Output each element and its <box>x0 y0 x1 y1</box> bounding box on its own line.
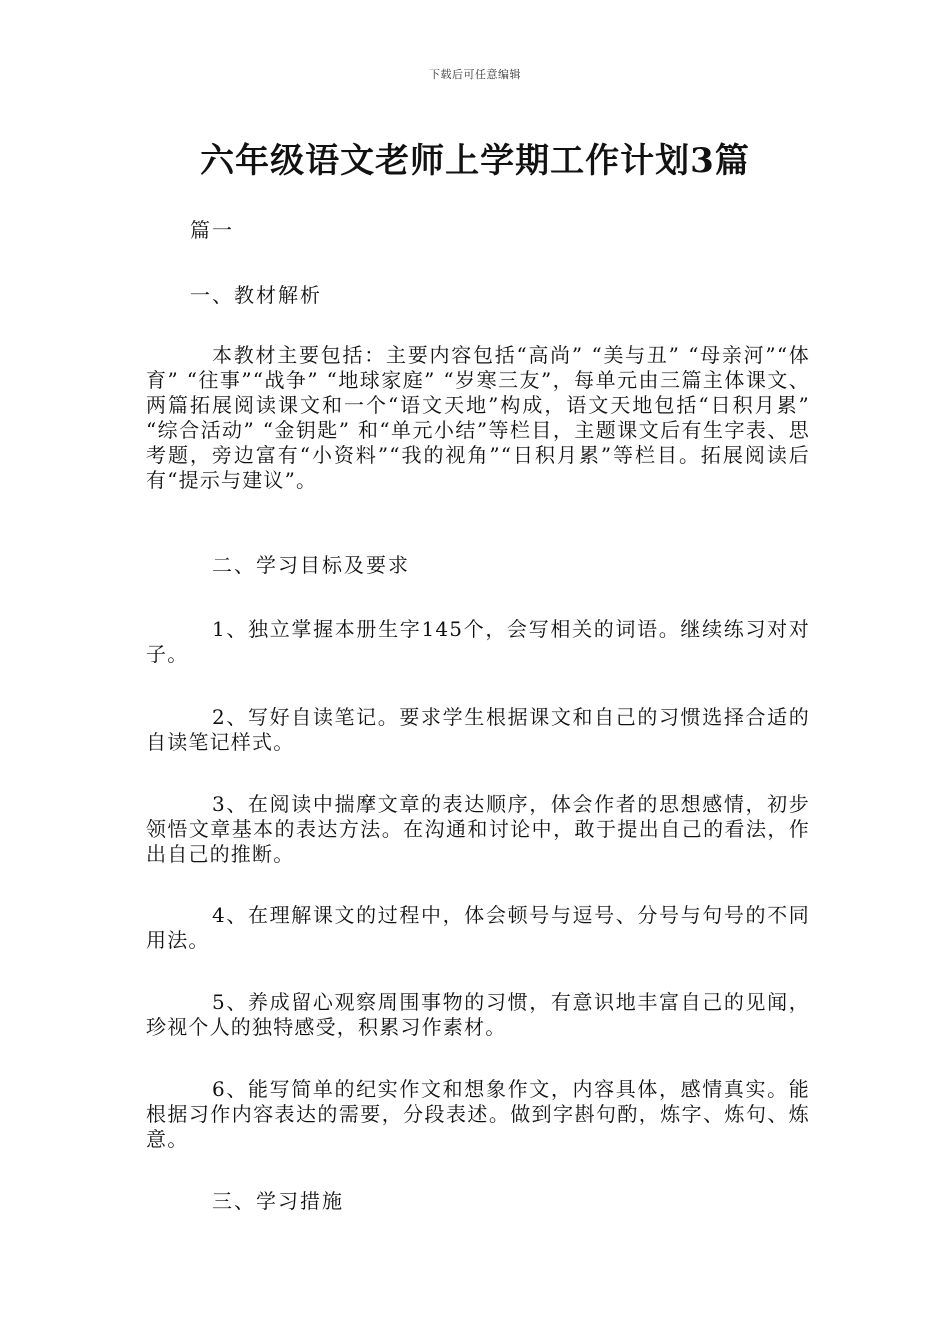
page-header-note: 下载后可任意编辑 <box>429 68 521 81</box>
document-title: 六年级语文老师上学期工作计划3篇 <box>200 141 750 181</box>
section-label: 篇一 <box>190 218 234 242</box>
heading-learning-measures: 三、学习措施 <box>212 1189 344 1213</box>
heading-learning-goals: 二、学习目标及要求 <box>212 553 410 577</box>
list-item: 3、在阅读中揣摩文章的表达顺序，体会作者的思想感情，初步领悟文章基本的表达方法。在沟通和讨论中，敢于提出自己的看法，作出自己的推断。 <box>146 792 810 866</box>
paragraph-textbook-content: 本教材主要包括：主要内容包括“高尚” “美与丑” “母亲河”“体 育” “往事”“战争” “地球家庭” “岁寒三友”，每单元由三篇主体课文、两篇拓展阅读课文和一个“语文天地”构成，语文天地包括“日积月累” “综合活动” “金钥匙” 和“单元小结”等栏目，主题课文后有生字表、思考题，旁边富有“小资料”“我的视角”“日积月累”等栏目。拓展阅读后有“提示与建议”。 <box>146 343 810 492</box>
list-item: 5、养成留心观察周围事物的习惯，有意识地丰富自己的见闻，珍视个人的独特感受，积累习作素材。 <box>146 990 810 1039</box>
list-item: 2、写好自读笔记。要求学生根据课文和自己的习惯选择合适的自读笔记样式。 <box>146 705 810 754</box>
list-item: 6、能写简单的纪实作文和想象作文，内容具体，感情真实。能根据习作内容表达的需要，分段表述。做到字斟句酌，炼字、炼句、炼意。 <box>146 1077 810 1151</box>
heading-textbook-analysis: 一、教材解析 <box>190 283 322 307</box>
list-item: 1、独立掌握本册生字145个，会写相关的词语。继续练习对对子。 <box>146 617 810 666</box>
list-item: 4、在理解课文的过程中，体会顿号与逗号、分号与句号的不同用法。 <box>146 903 810 952</box>
